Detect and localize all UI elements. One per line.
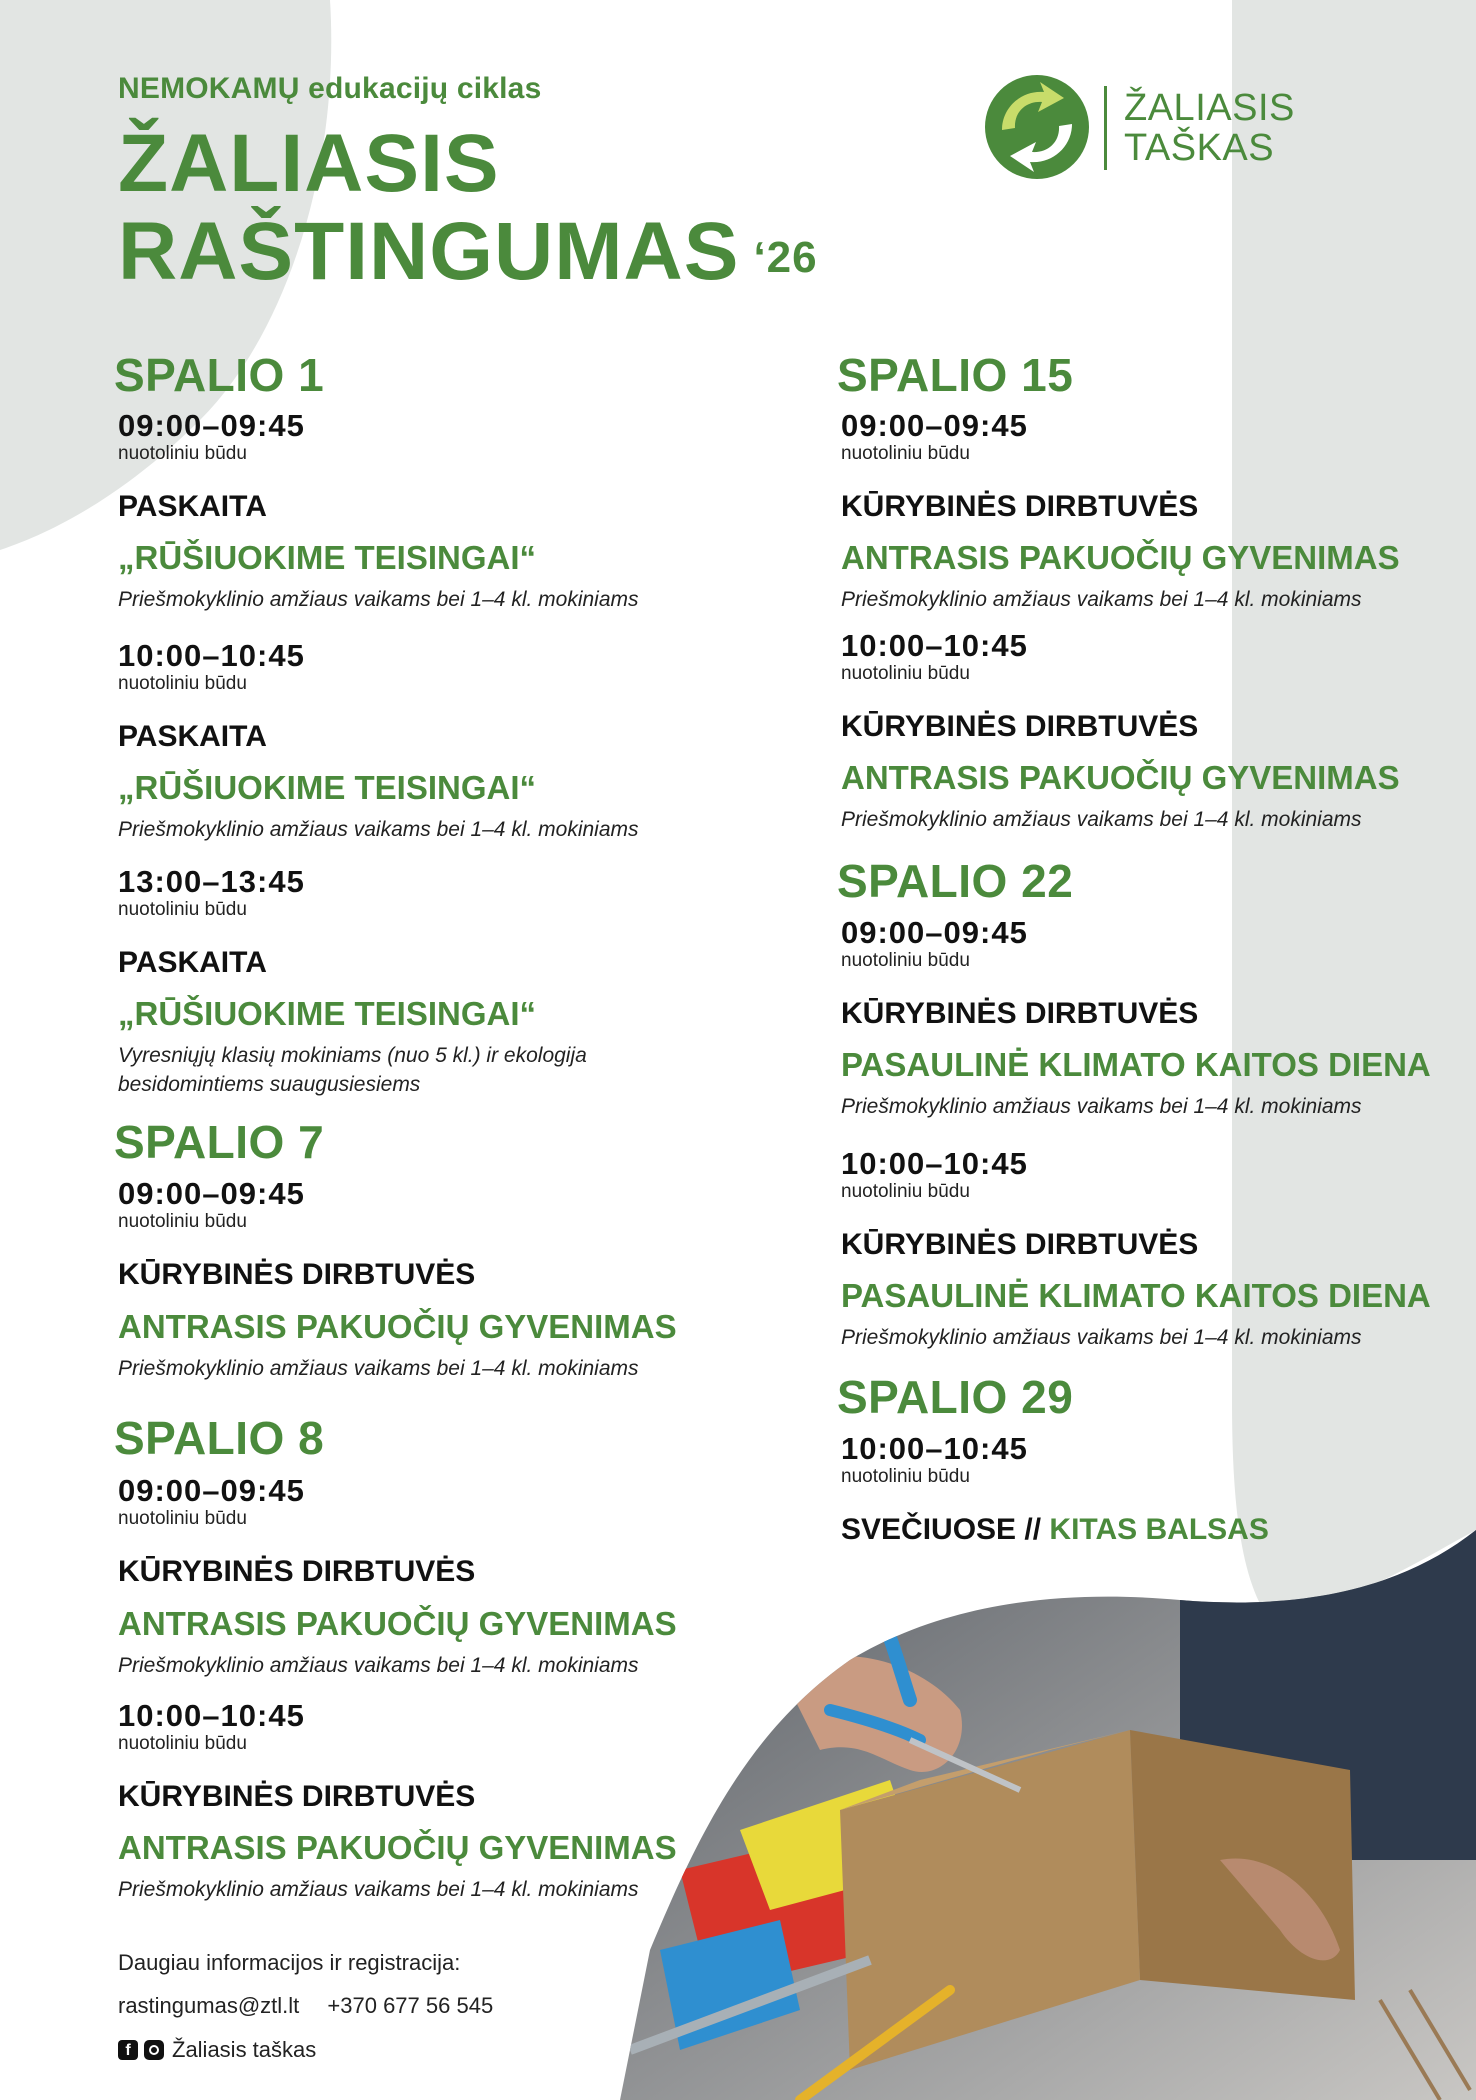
session-name: ANTRASIS PAKUOČIŲ GYVENIMAS <box>118 1829 677 1866</box>
social-name[interactable]: Žaliasis taškas <box>172 2037 317 2062</box>
date-heading: SPALIO 15 <box>837 349 1074 401</box>
session-mode: nuotoliniu būdu <box>118 899 247 920</box>
title-line-2: RAŠTINGUMAS <box>118 206 740 297</box>
session-time: 10:00–10:45 <box>118 1698 305 1733</box>
session-time: 09:00–09:45 <box>841 915 1028 950</box>
logo-divider <box>1104 86 1107 170</box>
session-audience: Priešmokyklinio amžiaus vaikams bei 1–4 kl. mokiniams <box>118 1878 639 1901</box>
session-audience: Priešmokyklinio amžiaus vaikams bei 1–4 kl. mokiniams <box>118 818 639 841</box>
logo-line-2: TAŠKAS <box>1124 127 1275 169</box>
session-name: „RŪŠIUOKIME TEISINGAI“ <box>118 769 537 806</box>
session-mode: nuotoliniu būdu <box>841 1466 970 1487</box>
instagram-icon[interactable] <box>144 2040 164 2060</box>
session-name: ANTRASIS PAKUOČIŲ GYVENIMAS <box>841 759 1400 796</box>
social-line <box>118 2037 316 2063</box>
session-time: 10:00–10:45 <box>841 628 1028 663</box>
session-name: „RŪŠIUOKIME TEISINGAI“ <box>118 995 537 1032</box>
session-time: 10:00–10:45 <box>118 638 305 673</box>
session-name: „RŪŠIUOKIME TEISINGAI“ <box>118 539 537 576</box>
session-audience: Priešmokyklinio amžiaus vaikams bei 1–4 kl. mokiniams <box>841 1326 1362 1349</box>
session-name: ANTRASIS PAKUOČIŲ GYVENIMAS <box>118 1605 677 1642</box>
cycle-subtitle: NEMOKAMŲ edukacijų ciklas <box>118 72 542 105</box>
session-time: 09:00–09:45 <box>841 408 1028 443</box>
date-heading: SPALIO 7 <box>114 1116 325 1168</box>
title-line-1: ŽALIASIS <box>118 118 500 209</box>
date-heading: SPALIO 29 <box>837 1371 1074 1423</box>
session-kind: PASKAITA <box>118 946 267 979</box>
session-audience: Vyresniųjų klasių mokiniams (nuo 5 kl.) ir ekologija <box>118 1044 587 1067</box>
session-audience: Priešmokyklinio amžiaus vaikams bei 1–4 kl. mokiniams <box>118 1654 639 1677</box>
date-heading: SPALIO 22 <box>837 855 1074 907</box>
session-mode: nuotoliniu būdu <box>118 673 247 694</box>
session-kind: KŪRYBINĖS DIRBTUVĖS <box>118 1780 476 1813</box>
contact-email[interactable]: rastingumas@ztl.lt <box>118 1993 300 2018</box>
session-kind: KŪRYBINĖS DIRBTUVĖS <box>118 1258 476 1291</box>
session-name: PASAULINĖ KLIMATO KAITOS DIENA <box>841 1277 1431 1314</box>
session-name: ANTRASIS PAKUOČIŲ GYVENIMAS <box>841 539 1400 576</box>
session-mode: nuotoliniu būdu <box>118 1211 247 1232</box>
contact-line <box>118 1993 493 2019</box>
title-year: ‘26 <box>753 233 818 282</box>
session-kind: KŪRYBINĖS DIRBTUVĖS <box>841 997 1199 1030</box>
page-title <box>118 120 818 296</box>
session-mode: nuotoliniu būdu <box>841 950 970 971</box>
session-audience: Priešmokyklinio amžiaus vaikams bei 1–4 kl. mokiniams <box>841 1095 1362 1118</box>
guest-name: KITAS BALSAS <box>1049 1513 1269 1546</box>
session-mode: nuotoliniu būdu <box>841 663 970 684</box>
session-audience: besidomintiems suaugusiesiems <box>118 1073 421 1096</box>
hands-cutting-cardboard-box-photo <box>620 1530 1476 2100</box>
facebook-icon[interactable]: f <box>118 2040 138 2060</box>
session-audience: Priešmokyklinio amžiaus vaikams bei 1–4 kl. mokiniams <box>118 1357 639 1380</box>
session-time: 09:00–09:45 <box>118 1176 305 1211</box>
session-kind: KŪRYBINĖS DIRBTUVĖS <box>118 1555 476 1588</box>
logo-line-1: ŽALIASIS <box>1124 87 1295 129</box>
logo-wordmark <box>1124 88 1295 168</box>
session-mode: nuotoliniu būdu <box>841 443 970 464</box>
session-mode: nuotoliniu būdu <box>841 1181 970 1202</box>
session-audience: Priešmokyklinio amžiaus vaikams bei 1–4 kl. mokiniams <box>841 588 1362 611</box>
recycle-arrows-icon <box>982 72 1092 182</box>
session-name: ANTRASIS PAKUOČIŲ GYVENIMAS <box>118 1308 677 1345</box>
session-time: 10:00–10:45 <box>841 1146 1028 1181</box>
guest-prefix: SVEČIUOSE // <box>841 1513 1042 1546</box>
session-kind: PASKAITA <box>118 490 267 523</box>
session-time: 13:00–13:45 <box>118 864 305 899</box>
session-audience: Priešmokyklinio amžiaus vaikams bei 1–4 kl. mokiniams <box>841 808 1362 831</box>
zaliasis-taskas-logo <box>982 72 1295 182</box>
session-mode: nuotoliniu būdu <box>118 1508 247 1529</box>
session-audience: Priešmokyklinio amžiaus vaikams bei 1–4 kl. mokiniams <box>118 588 639 611</box>
session-time: 09:00–09:45 <box>118 1473 305 1508</box>
session-time: 09:00–09:45 <box>118 408 305 443</box>
session-kind: KŪRYBINĖS DIRBTUVĖS <box>841 490 1199 523</box>
session-mode: nuotoliniu būdu <box>118 1733 247 1754</box>
date-heading: SPALIO 8 <box>114 1412 325 1464</box>
session-name: PASAULINĖ KLIMATO KAITOS DIENA <box>841 1046 1431 1083</box>
contact-intro: Daugiau informacijos ir registracija: <box>118 1950 461 1975</box>
date-heading: SPALIO 1 <box>114 349 325 401</box>
session-kind: PASKAITA <box>118 720 267 753</box>
session-kind: KŪRYBINĖS DIRBTUVĖS <box>841 710 1199 743</box>
session-time: 10:00–10:45 <box>841 1431 1028 1466</box>
session-mode: nuotoliniu būdu <box>118 443 247 464</box>
contact-phone[interactable]: +370 677 56 545 <box>327 1993 494 2018</box>
session-kind: KŪRYBINĖS DIRBTUVĖS <box>841 1228 1199 1261</box>
